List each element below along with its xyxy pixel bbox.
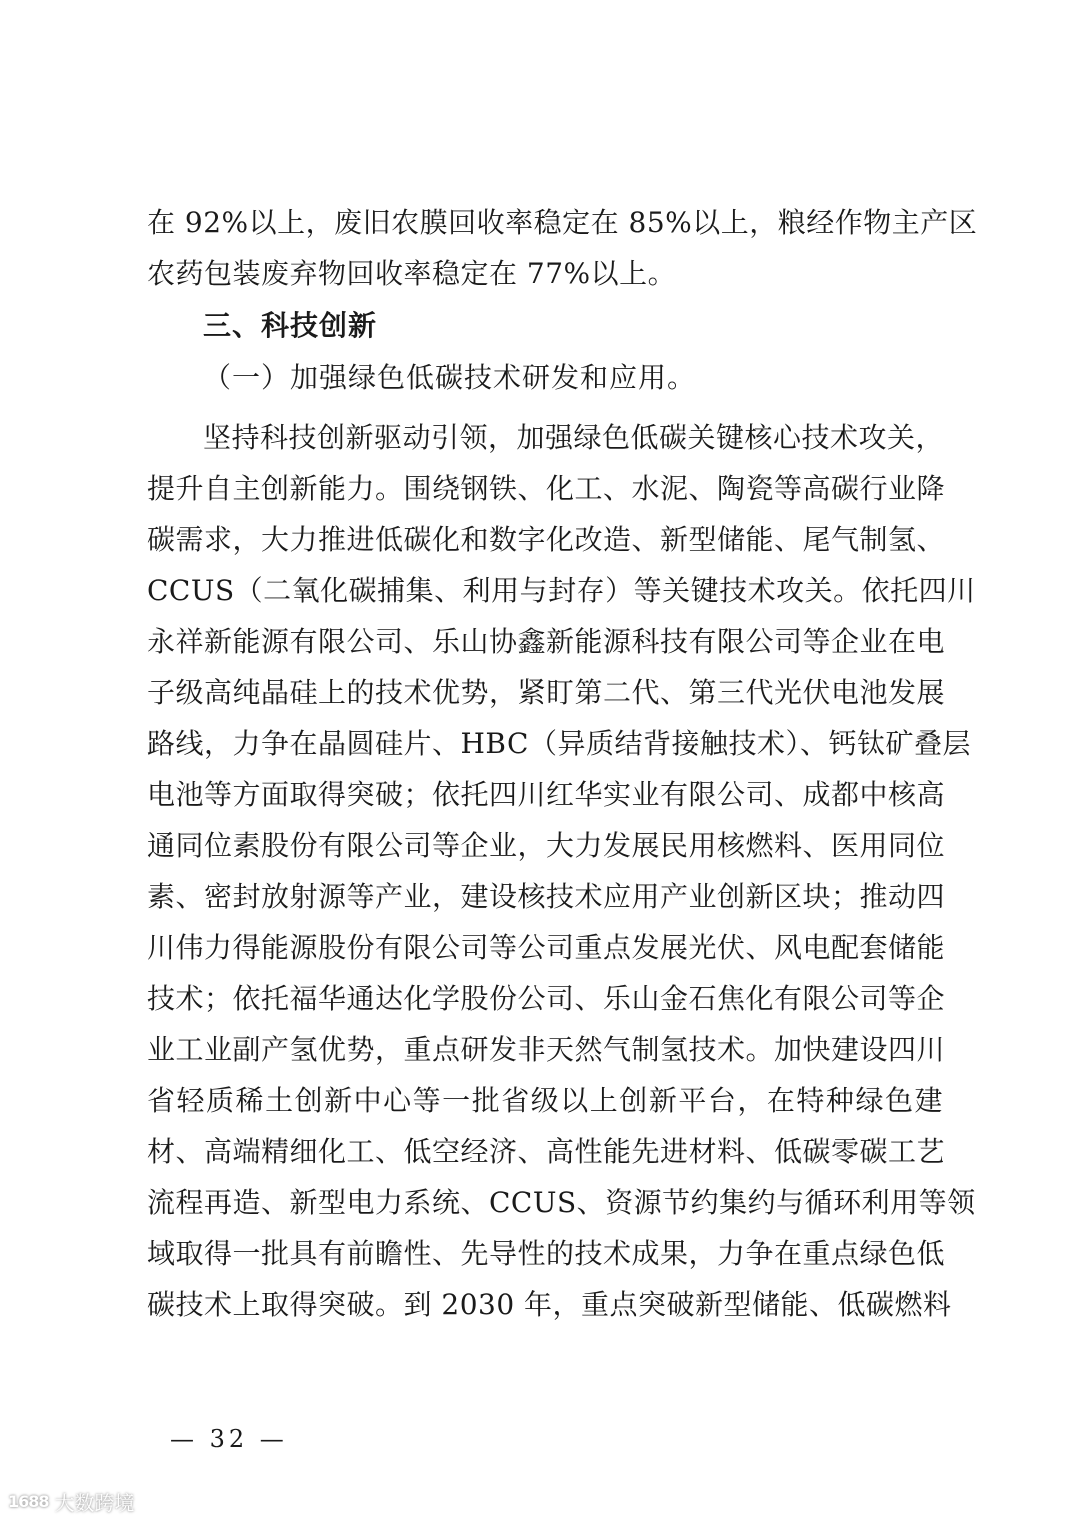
paragraph-line: 碳需求，大力推进低碳化和数字化改造、新型储能、尾气制氢、	[147, 523, 946, 556]
paragraph-line: 流程再造、新型电力系统、CCUS、资源节约集约与循环利用等领	[147, 1186, 976, 1219]
text-line: 农药包装废弃物回收率稳定在 77%以上。	[147, 257, 677, 290]
paragraph-line: 域取得一批具有前瞻性、先导性的技术成果，力争在重点绿色低	[147, 1237, 946, 1270]
paragraph-line: 电池等方面取得突破；依托四川红华实业有限公司、成都中核高	[147, 778, 946, 811]
watermark-text: 大数跨境	[54, 1491, 135, 1515]
paragraph-line: 碳技术上取得突破。到 2030 年，重点突破新型储能、低碳燃料	[147, 1288, 952, 1321]
paragraph-line: 省轻质稀土创新中心等一批省级以上创新平台，在特种绿色建	[147, 1084, 943, 1117]
paragraph-line: 提升自主创新能力。围绕钢铁、化工、水泥、陶瓷等高碳行业降	[147, 472, 946, 505]
page-number: — 32 —	[170, 1425, 288, 1453]
paragraph-line: 通同位素股份有限公司等企业，大力发展民用核燃料、医用同位	[147, 829, 946, 862]
watermark-logo-icon: 1688	[8, 1492, 49, 1511]
watermark	[8, 1487, 135, 1516]
paragraph-line: 坚持科技创新驱动引领，加强绿色低碳关键核心技术攻关，	[203, 421, 945, 454]
paragraph-line: 素、密封放射源等产业，建设核技术应用产业创新区块；推动四	[147, 880, 946, 913]
text-line: 在 92%以上，废旧农膜回收率稳定在 85%以上，粮经作物主产区	[147, 206, 978, 239]
paragraph-line: 子级高纯晶硅上的技术优势，紧盯第二代、第三代光伏电池发展	[147, 676, 946, 709]
paragraph-line: 业工业副产氢优势，重点研发非天然气制氢技术。加快建设四川	[147, 1033, 946, 1066]
paragraph-line: 材、高端精细化工、低空经济、高性能先进材料、低碳零碳工艺	[147, 1135, 946, 1168]
section-heading: 三、科技创新	[203, 309, 378, 342]
paragraph-line: 技术；依托福华通达化学股份公司、乐山金石焦化有限公司等企	[147, 982, 946, 1015]
paragraph-line: CCUS（二氧化碳捕集、利用与封存）等关键技术攻关。依托四川	[147, 574, 976, 607]
subsection-heading: （一）加强绿色低碳技术研发和应用。	[203, 361, 697, 394]
paragraph-line: 路线，力争在晶圆硅片、HBC（异质结背接触技术）、钙钛矿叠层	[147, 727, 971, 760]
paragraph-line: 川伟力得能源股份有限公司等公司重点发展光伏、风电配套储能	[147, 931, 946, 964]
paragraph-line: 永祥新能源有限公司、乐山协鑫新能源科技有限公司等企业在电	[147, 625, 946, 658]
